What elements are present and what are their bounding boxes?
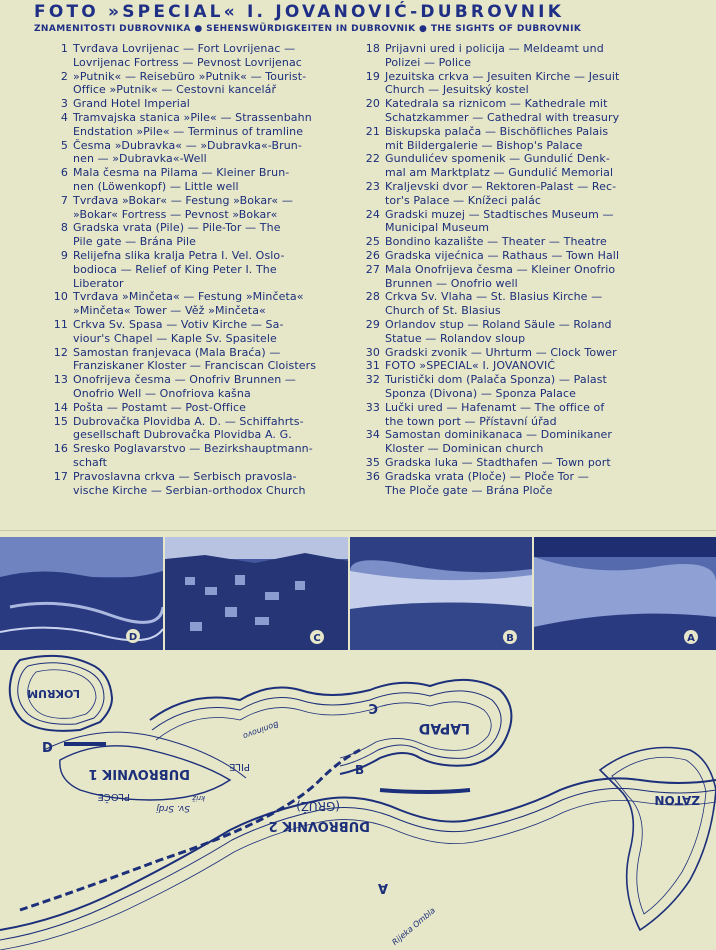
sight-number: 13 xyxy=(53,373,68,387)
label-lapad: LAPAD xyxy=(418,720,470,736)
sight-text-line: Franziskaner Kloster — Franciscan Cloisters xyxy=(73,359,317,373)
sight-text-line: Schatzkammer — Cathedral with treasury xyxy=(385,110,620,124)
sight-item xyxy=(362,290,662,318)
sight-text-line: Tvrđava »Minčeta« — Festung »Minčeta« xyxy=(73,290,304,304)
sight-item xyxy=(50,139,350,167)
label-dubrovnik2: DUBROVNIK 2 xyxy=(268,818,370,833)
label-sv-srdj: Sv. Srdj xyxy=(156,803,190,813)
sight-number: 9 xyxy=(60,248,68,262)
sight-item xyxy=(362,42,662,70)
sight-item xyxy=(362,125,662,153)
sight-text-line: Endstation »Pile« — Terminus of tramline xyxy=(73,124,304,138)
map xyxy=(0,650,716,950)
sight-item xyxy=(50,111,350,139)
sight-text-line: Jezuitska crkva — Jesuiten Kirche — Jesuit xyxy=(385,69,620,83)
sight-text-line: Orlandov stup — Roland Säule — Roland xyxy=(385,317,612,331)
sight-text-line: Gradska vijećnica — Rathaus — Town Hall xyxy=(385,248,620,262)
sight-text-line: »Minčeta« Tower — Věž »Minčeta« xyxy=(73,304,266,318)
label-lokrum: LOKRUM xyxy=(27,687,80,700)
sight-number: 10 xyxy=(53,290,68,304)
sight-text-line: bodioca — Relief of King Peter I. The xyxy=(73,262,277,276)
sight-number: 21 xyxy=(365,124,380,138)
sight-text-line: Mala česma na Pilama — Kleiner Brun- xyxy=(73,166,290,180)
sight-text-line: Tramvajska stanica »Pile« — Strassenbahn xyxy=(73,110,312,124)
label-gruz: (GRUŽ) xyxy=(296,799,340,813)
sight-text-line: schaft xyxy=(73,455,108,469)
sight-text-line: Polizei — Police xyxy=(385,55,472,69)
sight-text-line: Samostan dominikanaca — Dominikaner xyxy=(385,428,613,442)
sight-item xyxy=(362,208,662,236)
sight-text-line: Pravoslavna crkva — Serbisch pravosla- xyxy=(73,469,297,483)
sight-text-line: Sponza (Divona) — Sponza Palace xyxy=(385,386,577,400)
sight-number: 32 xyxy=(365,373,380,387)
photo-label-c: C xyxy=(313,633,321,644)
sight-number: 31 xyxy=(365,359,380,373)
sight-text-line: Gradski muzej — Stadtisches Museum — xyxy=(385,207,614,221)
page-title: FOTO »SPECIAL« I. JOVANOVIĆ-DUBROVNIK xyxy=(34,2,565,22)
sight-item xyxy=(50,318,350,346)
sight-item xyxy=(50,373,350,401)
photo-c xyxy=(165,537,348,650)
sight-number: 25 xyxy=(365,235,380,249)
sight-text-line: Dubrovačka Plovidba A. D. — Schiffahrts- xyxy=(73,414,304,428)
sight-number: 16 xyxy=(53,442,68,456)
photo-label-d: D xyxy=(128,632,138,643)
sight-text-line: Lovrijenac Fortress — Pevnost Lovrijenac xyxy=(73,55,302,69)
sight-item xyxy=(50,166,350,194)
sight-item xyxy=(362,97,662,125)
sight-text-line: Tvrđava »Bokar« — Festung »Bokar« — xyxy=(73,193,293,207)
sight-text-line: gesellschaft Dubrovačka Plovidba A. G. xyxy=(73,428,292,442)
sight-number: 11 xyxy=(53,317,68,331)
sight-text-line: Sresko Poglavarstvo — Bezirkshauptmann- xyxy=(73,442,313,456)
sight-number: 14 xyxy=(53,400,68,414)
sight-item xyxy=(50,70,350,98)
sight-text-line: Gradska vrata (Pile) — Pile-Tor — The xyxy=(73,221,281,235)
sight-text-line: Crkva Sv. Spasa — Votiv Kirche — Sa- xyxy=(73,317,284,331)
sight-item xyxy=(362,346,662,360)
fold-line xyxy=(0,530,716,531)
sight-number: 15 xyxy=(53,414,68,428)
sight-number: 5 xyxy=(60,138,68,152)
sight-text-line: Municipal Museum xyxy=(385,221,490,235)
sight-text-line: Relijefna slika kralja Petra I. Vel. Oslo- xyxy=(73,248,285,262)
sight-text-line: viour's Chapel — Kaple Sv. Spasitele xyxy=(73,331,277,345)
sight-text-line: Česma »Dubravka« — »Dubravka«-Brun- xyxy=(73,138,302,152)
sight-item xyxy=(362,373,662,401)
sight-text-line: Brunnen — Onofrio well xyxy=(385,276,518,290)
sight-item xyxy=(362,318,662,346)
photo-label-a: A xyxy=(687,633,695,644)
marker-c: C xyxy=(368,700,378,715)
sight-number: 2 xyxy=(60,69,68,83)
label-boninovo: Boninovo xyxy=(241,719,280,741)
sights-list-left xyxy=(50,42,350,497)
label-pile: PILE xyxy=(229,761,250,772)
sight-item xyxy=(362,152,662,180)
sight-number: 8 xyxy=(60,221,68,235)
sight-text-line: Samostan franjevaca (Mala Braća) — xyxy=(73,345,281,359)
label-zaton: ZATON xyxy=(654,793,700,807)
sight-number: 22 xyxy=(365,152,380,166)
map-svg xyxy=(0,650,716,950)
sight-item xyxy=(50,415,350,443)
sights-list-right xyxy=(362,42,662,497)
sight-text-line: vische Kirche — Serbian-orthodox Church xyxy=(73,483,306,497)
sight-text-line: Katedrala sa riznicom — Kathedrale mit xyxy=(385,97,608,111)
label-kriz: križ xyxy=(192,794,205,802)
sight-number: 26 xyxy=(365,248,380,262)
sight-number: 33 xyxy=(365,400,380,414)
sight-text-line: Gradska vrata (Ploče) — Ploče Tor — xyxy=(385,469,589,483)
sight-item xyxy=(362,359,662,373)
sight-text-line: Biskupska palača — Bischöfliches Palais xyxy=(385,124,609,138)
sight-item xyxy=(362,470,662,498)
sight-text-line: Prijavni ured i policija — Meldeamt und xyxy=(385,42,604,55)
sight-number: 30 xyxy=(365,345,380,359)
sight-number: 12 xyxy=(53,345,68,359)
marker-a: A xyxy=(377,880,388,895)
sight-text-line: Kloster — Dominican church xyxy=(385,442,544,456)
marker-d: D xyxy=(42,741,53,756)
sight-item xyxy=(362,456,662,470)
sight-text-line: Kraljevski dvor — Rektoren-Palast — Rec- xyxy=(385,179,617,193)
sight-text-line: Gradska luka — Stadthafen — Town port xyxy=(385,455,611,469)
label-rijeka: Rijeka Ombla xyxy=(390,905,438,948)
sight-text-line: Bondino kazalište — Theater — Theatre xyxy=(385,235,607,249)
sight-item xyxy=(50,346,350,374)
label-dubrovnik1: DUBROVNIK 1 xyxy=(88,766,190,781)
sight-number: 28 xyxy=(365,290,380,304)
sight-item xyxy=(50,42,350,70)
sight-text-line: Gradski zvonik — Uhrturm — Clock Tower xyxy=(385,345,617,359)
sight-item xyxy=(50,97,350,111)
sight-item xyxy=(50,249,350,290)
sight-text-line: Church of St. Blasius xyxy=(385,304,501,318)
photo-d xyxy=(0,537,163,650)
sight-text-line: FOTO »SPECIAL« I. JOVANOVIĆ xyxy=(385,359,556,373)
label-ploce: PLOČE xyxy=(97,791,130,802)
sight-text-line: Office »Putnik« — Cestovni kancelář xyxy=(73,83,277,97)
sight-number: 6 xyxy=(60,166,68,180)
sight-text-line: Gundulićev spomenik — Gundulić Denk- xyxy=(385,152,610,166)
sight-number: 34 xyxy=(365,428,380,442)
sight-text-line: Grand Hotel Imperial xyxy=(73,97,190,111)
sight-item xyxy=(50,442,350,470)
page-subtitle: ZNAMENITOSTI DUBROVNIKA ● SEHENSWÜRDIGKEITEN IN DUBROVNIK ● THE SIGHTS OF DUBROVNIK xyxy=(34,24,582,34)
sight-text-line: Pile gate — Brána Pile xyxy=(73,235,197,249)
sight-item xyxy=(362,70,662,98)
sight-item xyxy=(362,428,662,456)
sight-text-line: Turistički dom (Palača Sponza) — Palast xyxy=(385,373,607,387)
header xyxy=(0,0,716,42)
sight-number: 20 xyxy=(365,97,380,111)
sight-text-line: nen — »Dubravka«-Well xyxy=(73,152,207,166)
sight-text-line: »Bokar« Fortress — Pevnost »Bokar« xyxy=(73,207,278,221)
sight-text-line: the town port — Přístavní úřad xyxy=(385,414,557,428)
sight-text-line: The Ploče gate — Brána Ploče xyxy=(385,483,553,497)
sight-number: 35 xyxy=(365,455,380,469)
sight-item xyxy=(50,290,350,318)
sight-number: 4 xyxy=(60,110,68,124)
sight-item xyxy=(50,401,350,415)
sight-text-line: Onofrijeva česma — Onofriv Brunnen — xyxy=(73,373,297,387)
sight-text-line: mal am Marktplatz — Gundulić Memorial xyxy=(385,166,614,180)
sight-number: 7 xyxy=(60,193,68,207)
sight-text-line: Onofrio Well — Onofriova kašna xyxy=(73,386,251,400)
sight-number: 23 xyxy=(365,179,380,193)
sight-text-line: Mala Onofrijeva česma — Kleiner Onofrio xyxy=(385,262,616,276)
sight-item xyxy=(362,180,662,208)
marker-b: B xyxy=(355,763,365,777)
sight-text-line: Liberator xyxy=(73,276,124,290)
sight-item xyxy=(50,194,350,222)
sight-number: 18 xyxy=(365,42,380,55)
sight-number: 1 xyxy=(60,42,68,55)
photo-a xyxy=(534,537,716,650)
sight-item xyxy=(362,249,662,263)
sight-item xyxy=(362,401,662,429)
sight-number: 19 xyxy=(365,69,380,83)
photo-label-b: B xyxy=(506,633,514,644)
sight-text-line: Crkva Sv. Vlaha — St. Blasius Kirche — xyxy=(385,290,603,304)
sight-number: 24 xyxy=(365,207,380,221)
sight-text-line: tor's Palace — Knížeci palác xyxy=(385,193,542,207)
sight-text-line: mit Bildergalerie — Bishop's Palace xyxy=(385,138,583,152)
sight-text-line: nen (Löwenkopf) — Little well xyxy=(73,179,239,193)
sight-item xyxy=(50,470,350,498)
sight-number: 3 xyxy=(60,97,68,111)
sight-text-line: Tvrđava Lovrijenac — Fort Lovrijenac — xyxy=(73,42,296,55)
sight-item xyxy=(362,263,662,291)
photo-b xyxy=(350,537,532,650)
sight-number: 36 xyxy=(365,469,380,483)
sight-number: 27 xyxy=(365,262,380,276)
sight-text-line: Statue — Rolandov sloup xyxy=(385,331,526,345)
sight-number: 29 xyxy=(365,317,380,331)
sight-text-line: Church — Jesuitský kostel xyxy=(385,83,529,97)
sight-item xyxy=(50,221,350,249)
sight-text-line: Pošta — Postamt — Post-Office xyxy=(73,400,246,414)
photo-strip xyxy=(0,537,716,650)
sight-number: 17 xyxy=(53,469,68,483)
sight-item xyxy=(362,235,662,249)
sight-text-line: »Putnik« — Reisebüro »Putnik« — Tourist- xyxy=(73,69,307,83)
sight-text-line: Lučki ured — Hafenamt — The office of xyxy=(385,400,605,414)
